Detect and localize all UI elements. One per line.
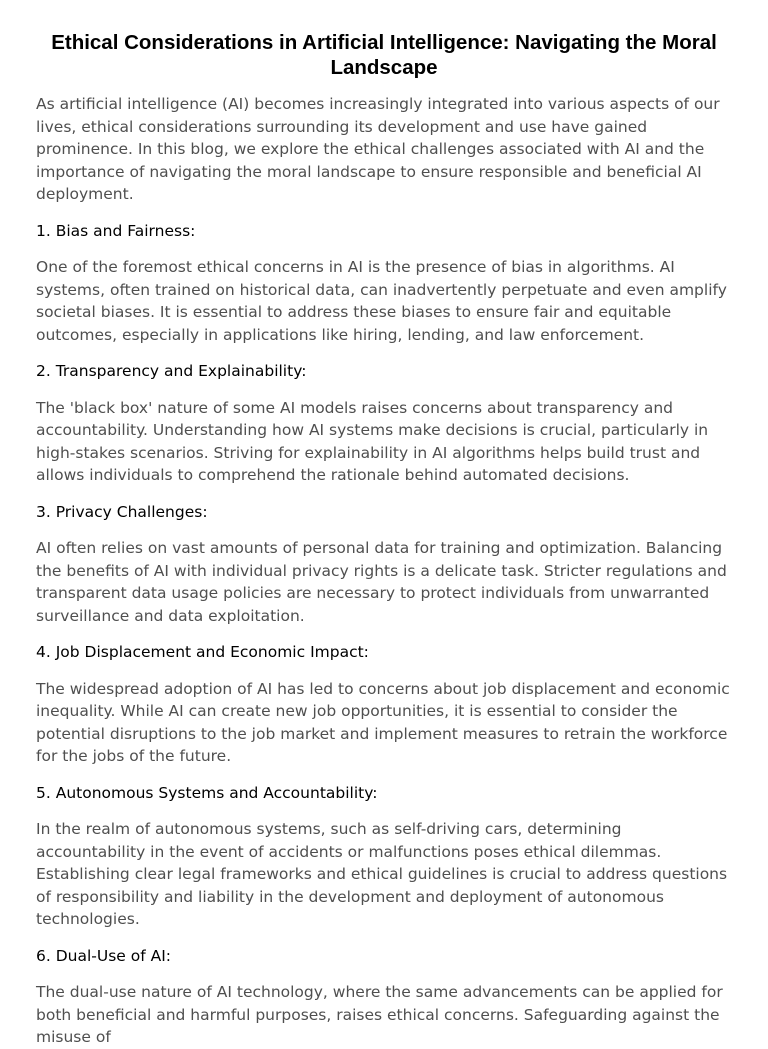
section-heading: 5. Autonomous Systems and Accountability:: [36, 783, 378, 802]
section-body: The dual-use nature of AI technology, where the same advancements can be applied for both beneficial and harmful purposes, raises ethical concerns. Safeguarding against the misuse of: [36, 983, 723, 1046]
section-body: In the realm of autonomous systems, such as self-driving cars, determining accountability in the event of accidents or malfunctions poses ethical dilemmas. Establishing clear legal frameworks and ethical guidelines is crucial to address questions of responsibility and liability in the development and deployment of autonomous technologies.: [36, 820, 728, 928]
section-dual-use: [36, 945, 732, 1049]
section-heading: 6. Dual-Use of AI:: [36, 946, 172, 965]
section-body: The widespread adoption of AI has led to concerns about job displacement and economic inequality. While AI can create new job opportunities, it is essential to consider the potential disruptions to the job market and implement measures to retrain the workforce for the jobs of the future.: [36, 679, 730, 765]
section-body: One of the foremost ethical concerns in AI is the presence of bias in algorithms. AI systems, often trained on historical data, can inadvertently perpetuate and even amplify societal biases. It is essential to address these biases to ensure fair and equitable outcomes, especially in applications like hiring, lending, and law enforcement.: [36, 258, 727, 344]
section-body: AI often relies on vast amounts of personal data for training and optimization. Balancing the benefits of AI with individual privacy rights is a delicate task. Stricter regulations and transparent data usage policies are necessary to protect individuals from unwarranted surveillance and data exploitation.: [36, 539, 727, 625]
section-privacy-challenges: [36, 501, 732, 628]
section-heading: 1. Bias and Fairness:: [36, 221, 196, 240]
section-bias-fairness: [36, 220, 732, 347]
section-transparency-explainability: [36, 360, 732, 487]
section-job-displacement: [36, 641, 732, 768]
section-heading: 3. Privacy Challenges:: [36, 502, 208, 521]
intro-paragraph: As artificial intelligence (AI) becomes increasingly integrated into various aspects of our lives, ethical considerations surrounding its development and use have gained prominence. In this blog, we explore the ethical challenges associated with AI and the importance of navigating the moral landscape to ensure responsible and beneficial AI deployment.: [36, 95, 720, 203]
section-autonomous-systems: [36, 782, 732, 931]
section-heading: 4. Job Displacement and Economic Impact:: [36, 643, 369, 661]
section-heading: 2. Transparency and Explainability:: [36, 362, 307, 380]
section-body: The 'black box' nature of some AI models raises concerns about transparency and accountability. Understanding how AI systems make decisions is crucial, particularly in high-stakes scenarios. Striving for explainability in AI algorithms helps build trust and allows individuals to comprehend the rationale behind automated decisions.: [36, 398, 709, 484]
article-title: Ethical Considerations in Artificial Intelligence: Navigating the Moral Landscape: [51, 31, 717, 79]
